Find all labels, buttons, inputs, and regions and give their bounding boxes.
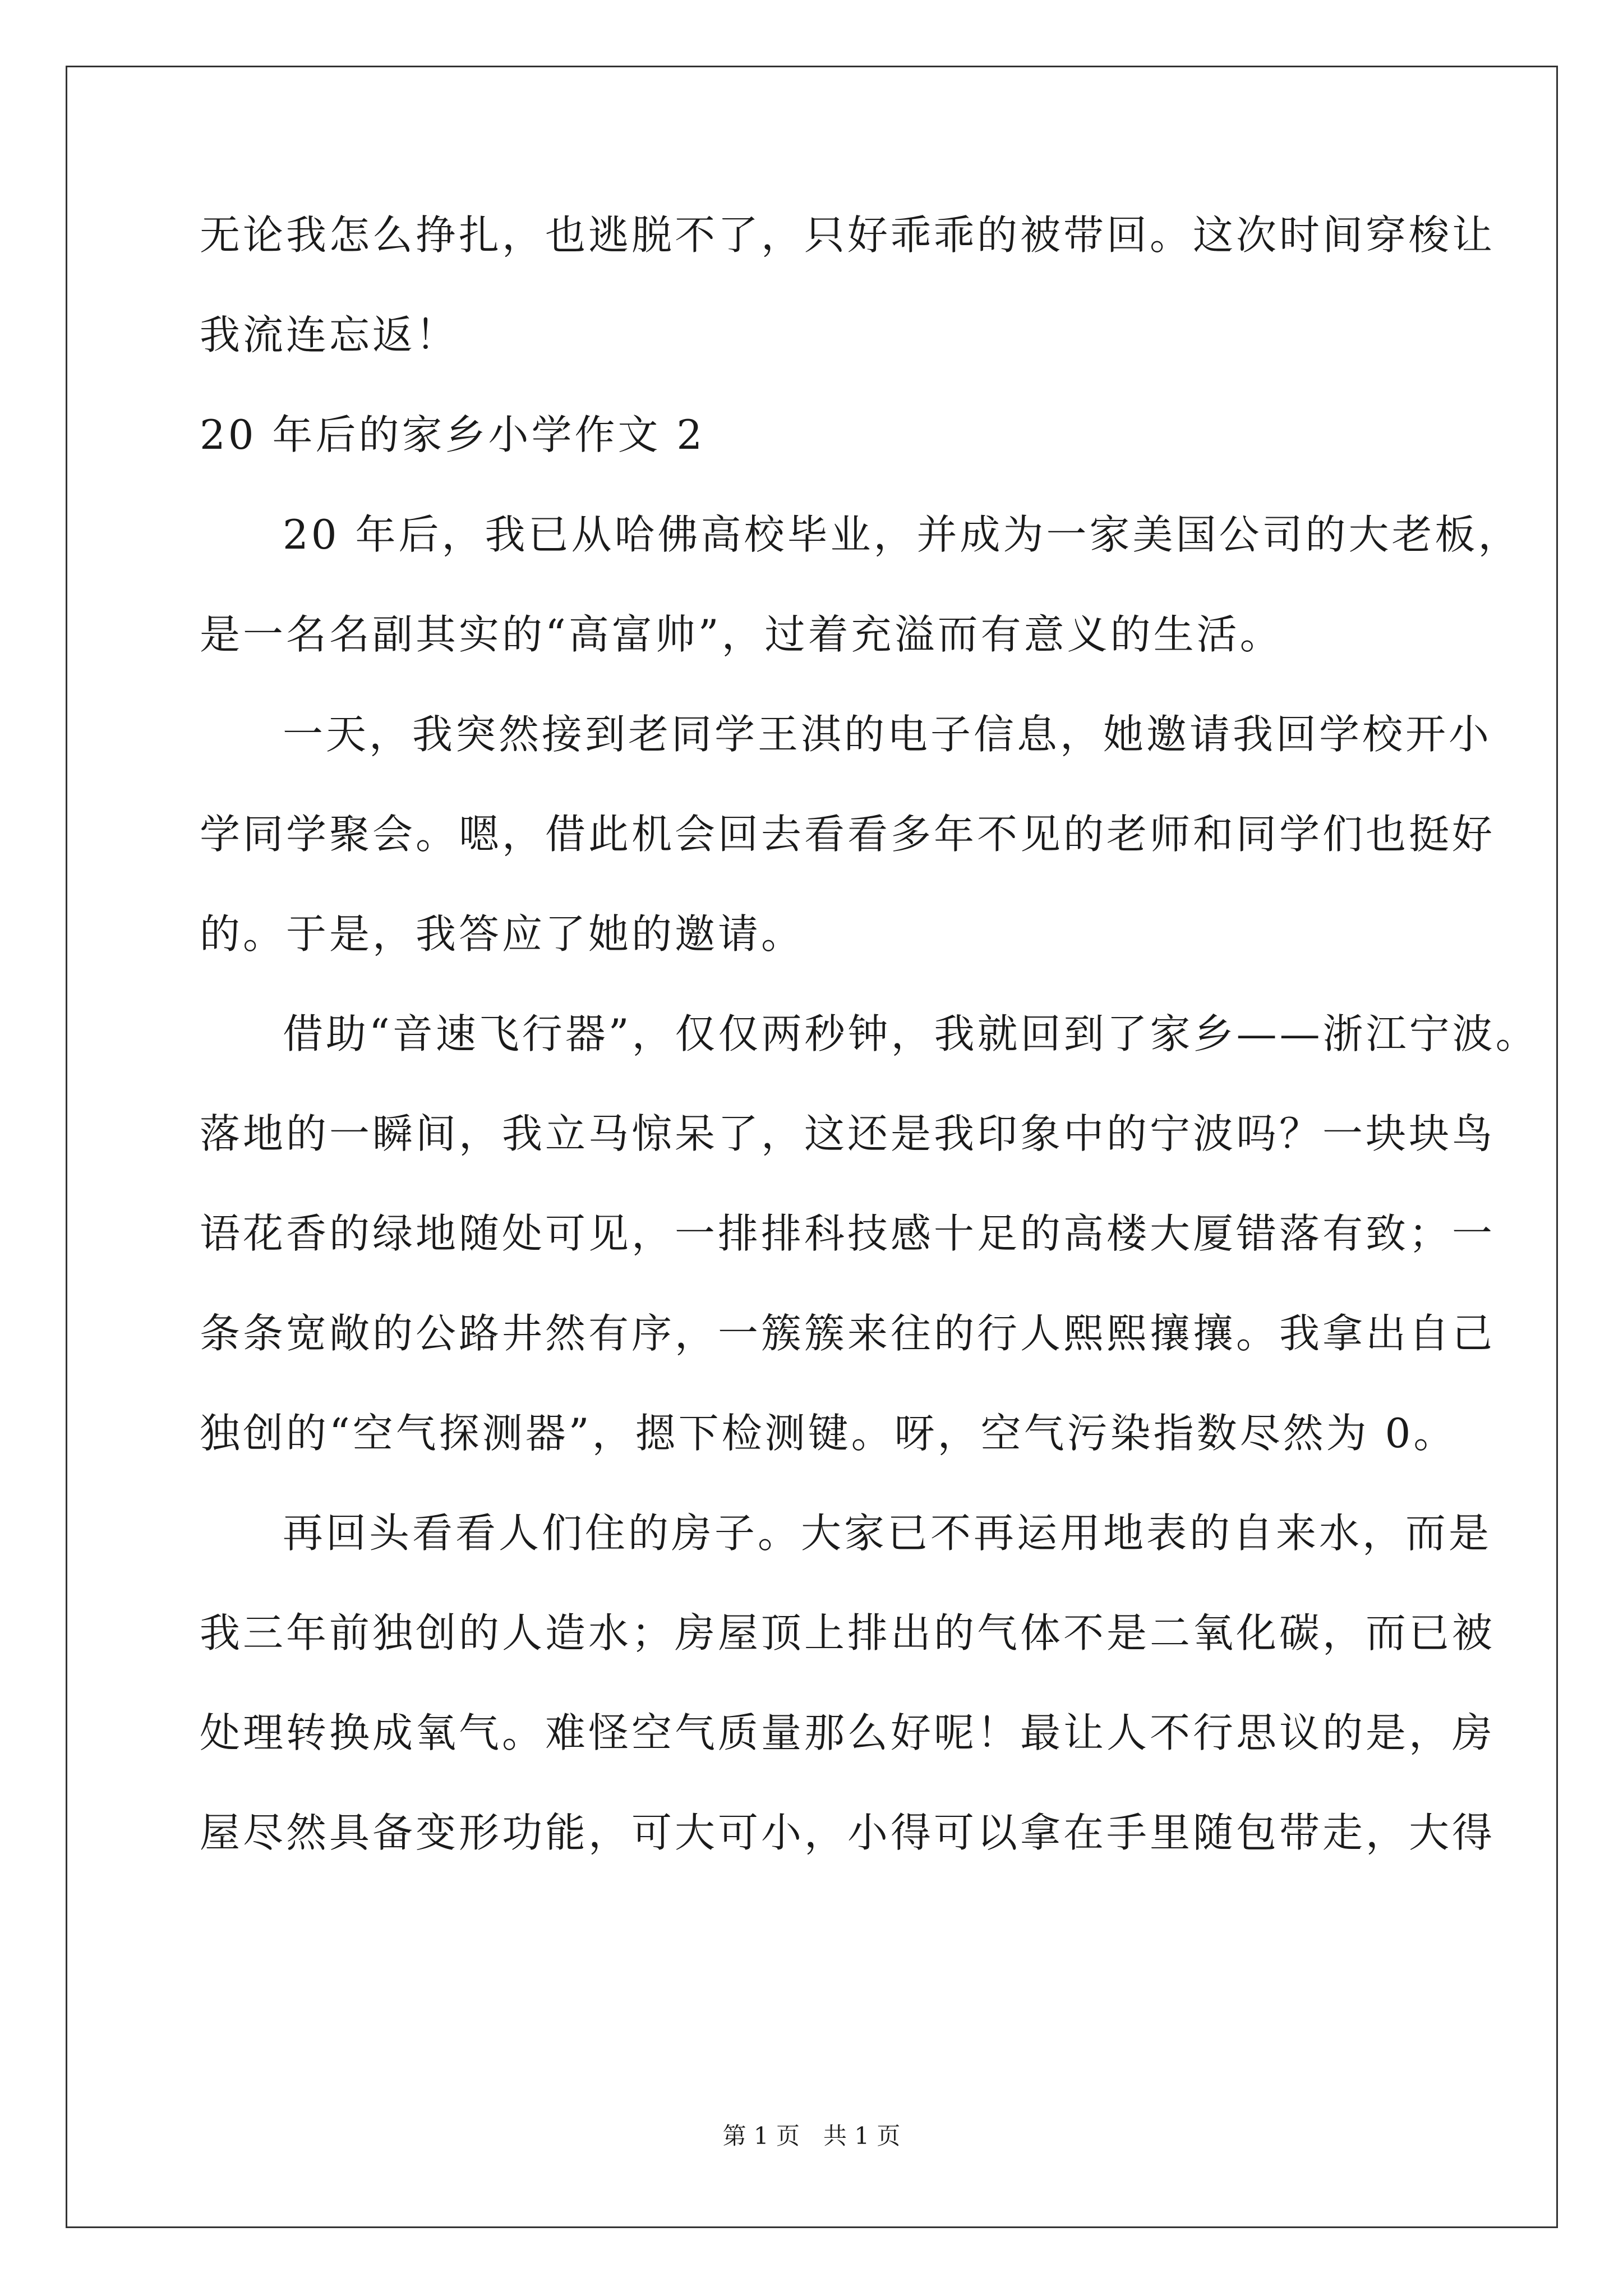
paragraph-1-line-2: 是一名名副其实的“高富帅”，过着充溢而有意义的生活。 [200,611,1283,658]
paragraph-2-line-2: 学同学聚会。嗯，借此机会回去看看多年不见的老师和同学们也挺好 [200,811,1496,858]
paragraph-3-line-1: 借助“音速飞行器”，仅仅两秒钟，我就回到了家乡——浙江宁波。 [283,1010,1539,1057]
paragraph-4-line-3: 处理转换成氧气。难怪空气质量那么好呢！最让人不行思议的是，房 [200,1709,1496,1756]
text-line-1: 无论我怎么挣扎，也逃脱不了，只好乖乖的被带回。这次时间穿梭让 [200,211,1496,259]
page-number-footer: 第 1 页 共 1 页 [722,2122,901,2150]
text-line-2: 我流连忘返！ [200,311,459,358]
paragraph-4-line-1: 再回头看看人们住的房子。大家已不再运用地表的自来水，而是 [283,1510,1492,1557]
paragraph-1-line-1: 20 年后，我已从哈佛高校毕业，并成为一家美国公司的大老板， [283,511,1521,558]
paragraph-3-line-2: 落地的一瞬间，我立马惊呆了，这还是我印象中的宁波吗？一块块鸟 [200,1110,1496,1157]
paragraph-2-line-3: 的。于是，我答应了她的邀请。 [200,910,805,958]
paragraph-4-line-4: 屋尽然具备变形功能，可大可小，小得可以拿在手里随包带走，大得 [200,1809,1496,1856]
paragraph-2-line-1: 一天，我突然接到老同学王淇的电子信息，她邀请我回学校开小 [283,711,1492,758]
paragraph-3-line-4: 条条宽敞的公路井然有序，一簇簇来往的行人熙熙攘攘。我拿出自己 [200,1310,1496,1357]
paragraph-4-line-2: 我三年前独创的人造水；房屋顶上排出的气体不是二氧化碳，而已被 [200,1609,1496,1657]
paragraph-3-line-5: 独创的“空气探测器”，摁下检测键。呀，空气污染指数尽然为 0。 [200,1410,1457,1457]
document-body [200,185,1539,1883]
paragraph-3-line-3: 语花香的绿地随处可见，一排排科技感十足的高楼大厦错落有致；一 [200,1210,1496,1257]
section-heading: 20 年后的家乡小学作文 2 [200,411,706,458]
